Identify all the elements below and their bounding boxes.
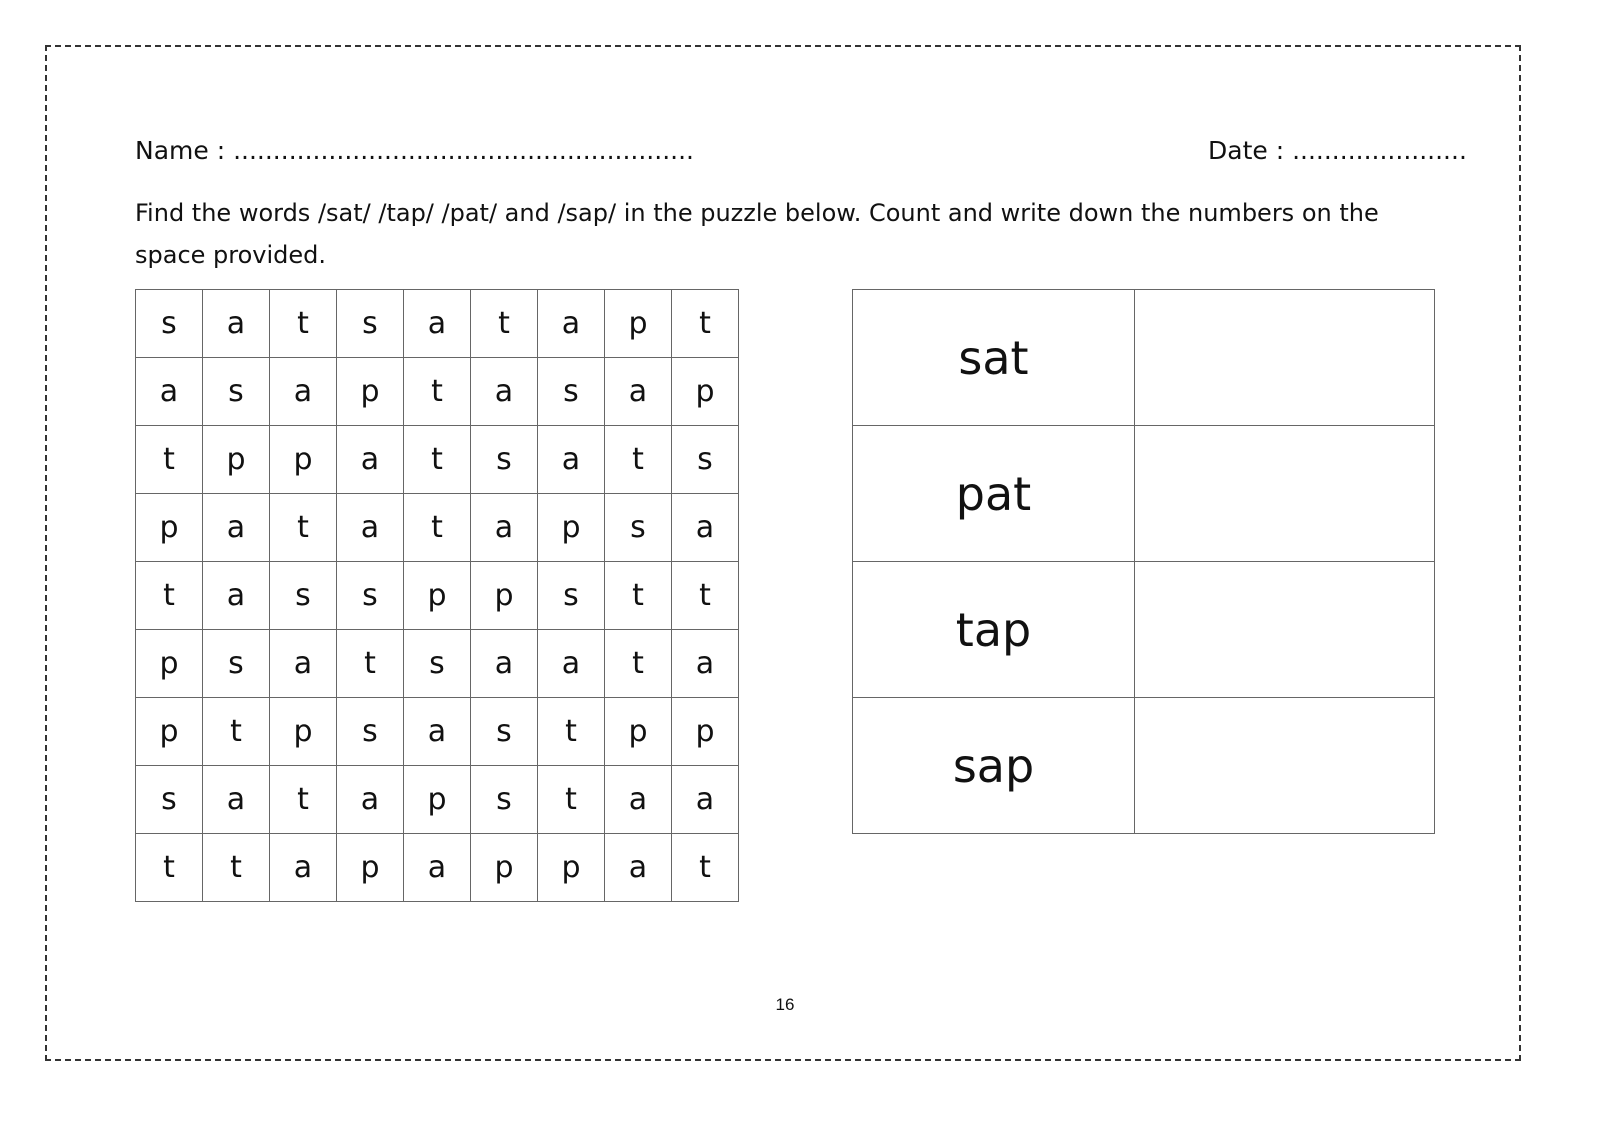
grid-cell: s [136,290,203,358]
grid-cell: p [538,494,605,562]
answer-word: pat [853,426,1135,562]
grid-cell: a [337,426,404,494]
answer-table [852,289,1435,834]
grid-cell: p [404,562,471,630]
grid-cell: s [404,630,471,698]
grid-cell: a [471,630,538,698]
grid-cell: s [538,562,605,630]
grid-cell: t [672,562,739,630]
grid-cell: a [337,766,404,834]
grid-cell: t [270,766,337,834]
grid-cell: p [270,698,337,766]
grid-cell: s [538,358,605,426]
grid-cell: a [538,630,605,698]
grid-cell: a [136,358,203,426]
grid-cell: t [136,562,203,630]
grid-cell: t [270,290,337,358]
grid-cell: p [538,834,605,902]
answer-count-box[interactable] [1135,290,1435,426]
grid-row [136,494,739,562]
grid-cell: a [203,766,270,834]
grid-cell: a [672,766,739,834]
grid-row [136,426,739,494]
grid-cell: t [538,698,605,766]
grid-cell: s [672,426,739,494]
answer-word: tap [853,562,1135,698]
grid-cell: s [203,630,270,698]
grid-cell: p [471,562,538,630]
grid-cell: a [270,358,337,426]
grid-cell: s [136,766,203,834]
grid-cell: a [605,766,672,834]
grid-cell: a [538,426,605,494]
grid-cell: t [605,562,672,630]
page-number: 16 [775,995,795,1014]
date-field[interactable]: Date : ...................... [1208,136,1467,165]
grid-cell: a [605,834,672,902]
grid-cell: t [136,834,203,902]
grid-row [136,766,739,834]
grid-cell: p [136,630,203,698]
grid-row [136,630,739,698]
grid-cell: t [404,426,471,494]
answer-count-box[interactable] [1135,698,1435,834]
instructions: Find the words /sat/ /tap/ /pat/ and /sap/ in the puzzle below. Count and write down the numbers on the space provided. [135,199,1379,269]
grid-cell: a [538,290,605,358]
grid-row [136,358,739,426]
grid-cell: t [605,630,672,698]
grid-cell: a [203,494,270,562]
grid-cell: t [203,834,270,902]
answer-row [853,562,1435,698]
grid-cell: a [270,630,337,698]
grid-cell: p [404,766,471,834]
grid-cell: p [605,698,672,766]
grid-cell: a [203,290,270,358]
grid-cell: a [404,290,471,358]
answer-word: sat [853,290,1135,426]
grid-cell: p [270,426,337,494]
grid-cell: p [672,698,739,766]
grid-cell: a [471,358,538,426]
grid-cell: s [471,766,538,834]
grid-cell: t [404,358,471,426]
word-search-grid [135,289,739,902]
grid-cell: t [672,834,739,902]
grid-cell: t [270,494,337,562]
grid-cell: a [471,494,538,562]
grid-cell: a [203,562,270,630]
grid-cell: s [337,562,404,630]
name-field[interactable]: Name : .......................................................... [135,136,694,165]
grid-cell: t [672,290,739,358]
grid-cell: p [672,358,739,426]
grid-cell: t [471,290,538,358]
grid-cell: a [404,834,471,902]
answer-count-box[interactable] [1135,426,1435,562]
grid-cell: t [538,766,605,834]
grid-row [136,698,739,766]
grid-cell: a [672,494,739,562]
grid-cell: s [203,358,270,426]
grid-cell: a [404,698,471,766]
grid-cell: s [471,698,538,766]
answer-row [853,426,1435,562]
grid-row [136,290,739,358]
grid-cell: a [605,358,672,426]
grid-cell: s [270,562,337,630]
grid-cell: t [337,630,404,698]
grid-cell: t [136,426,203,494]
grid-row [136,834,739,902]
grid-cell: a [672,630,739,698]
grid-cell: p [337,358,404,426]
answer-row [853,698,1435,834]
answer-row [853,290,1435,426]
grid-cell: p [337,834,404,902]
grid-cell: p [605,290,672,358]
grid-cell: p [203,426,270,494]
grid-cell: t [404,494,471,562]
grid-cell: a [270,834,337,902]
grid-cell: p [136,698,203,766]
grid-row [136,562,739,630]
grid-cell: t [605,426,672,494]
grid-cell: t [203,698,270,766]
grid-cell: s [337,290,404,358]
grid-cell: s [337,698,404,766]
grid-cell: p [471,834,538,902]
grid-cell: s [605,494,672,562]
answer-count-box[interactable] [1135,562,1435,698]
grid-cell: a [337,494,404,562]
grid-cell: p [136,494,203,562]
grid-cell: s [471,426,538,494]
answer-word: sap [853,698,1135,834]
